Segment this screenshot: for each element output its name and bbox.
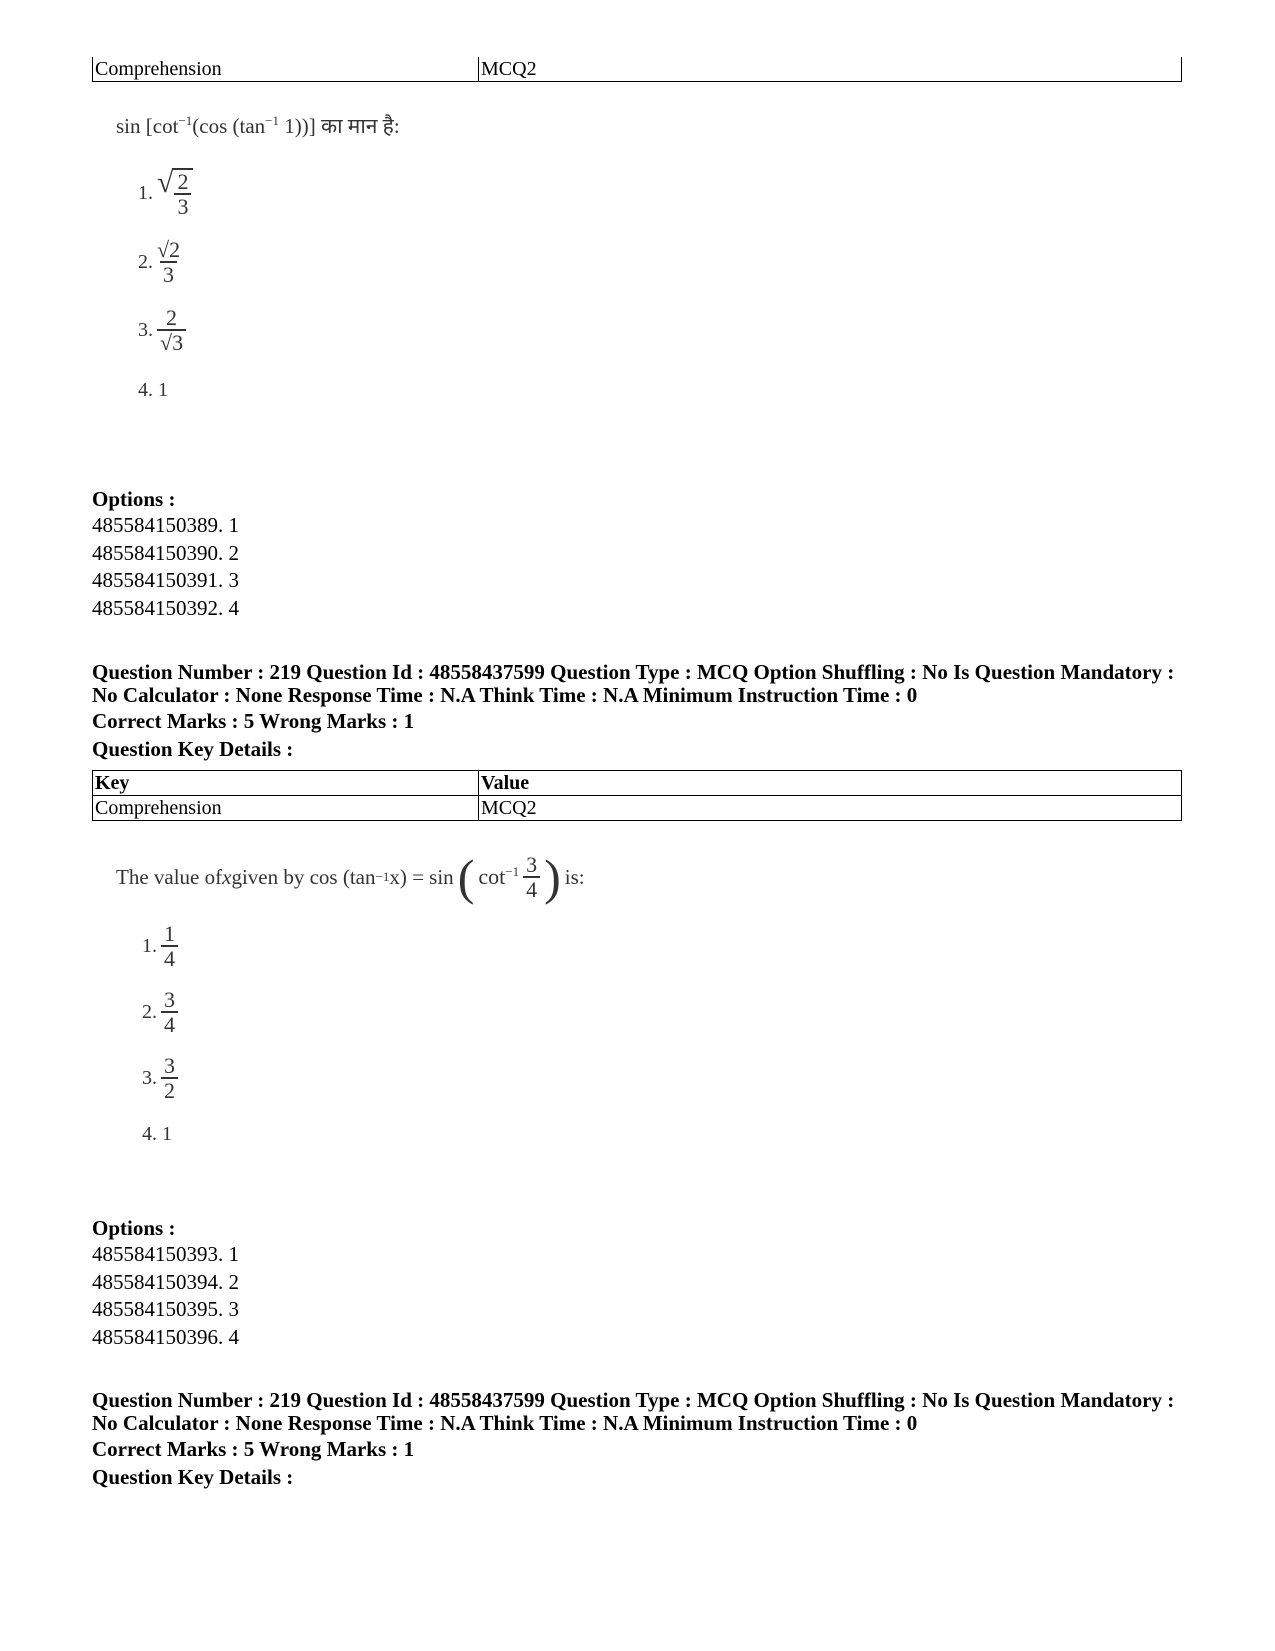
key-details-label: Question Key Details : (92, 1465, 294, 1489)
question-2-key-table (92, 770, 1182, 821)
question-2-option-2: 2. $\frac{3}{4}$ (142, 988, 585, 1036)
marks-line: Correct Marks : 5 Wrong Marks : 1 (92, 1437, 415, 1461)
options-title: Options : (92, 487, 176, 511)
question-1-option-4: 4. 1 (138, 378, 168, 401)
list-item: 485584150392. 4 (92, 595, 239, 620)
question-1-option-1: 1. √ $\frac{2}{3}$ (138, 168, 400, 218)
marks-line: Correct Marks : 5 Wrong Marks : 1 (92, 709, 415, 733)
table-cell-key: Comprehension (93, 57, 479, 82)
list-item: 485584150396. 4 (92, 1324, 239, 1349)
list-item: 485584150390. 2 (92, 540, 239, 565)
table-row (93, 57, 1182, 82)
top-key-table (92, 57, 1182, 82)
table-header-key: Key (93, 771, 479, 796)
list-item: 485584150389. 1 (92, 513, 239, 537)
options-title: Options : (92, 1216, 176, 1240)
question-1-options (92, 487, 239, 622)
question-2-option-4: 4. 1 (142, 1122, 172, 1145)
table-cell-key: Comprehension (93, 796, 479, 821)
question-1-option-2: 2. $\frac{√2}{3}$ (138, 237, 181, 288)
table-row (93, 771, 1182, 796)
question-2-option-3: 3. $\frac{3}{2}$ (142, 1054, 585, 1102)
list-item: 485584150391. 3 (92, 568, 239, 592)
list-item: 485584150395. 3 (92, 1297, 239, 1321)
question-1-stem: $\sin [\cot^{-1}(\cos$ ($\tan^{-1}$ 1))] का मान है: (116, 113, 400, 138)
option-ids-list (92, 512, 239, 622)
question-2-meta (92, 661, 1182, 763)
meta-line-1: Question Number : 219 Question Id : 48558437599 Question Type : MCQ Option Shuffling : No Is Question Mandatory : (92, 660, 1175, 684)
option-ids-list (92, 1241, 239, 1351)
table-cell-value: MCQ2 (479, 57, 1182, 82)
table-header-value: Value (479, 771, 1182, 796)
meta-line-2: No Calculator : None Response Time : N.A Think Time : N.A Minimum Instruction Time : 0 (92, 683, 918, 707)
table-cell-value: MCQ2 (479, 796, 1182, 821)
list-item: 485584150394. 2 (92, 1269, 239, 1294)
question-2-image (116, 849, 585, 1146)
question-2-options (92, 1216, 239, 1351)
table-row (93, 796, 1182, 821)
question-3-meta (92, 1389, 1182, 1491)
question-2-option-1: 1. $\frac{1}{4}$ (142, 922, 585, 970)
list-item: 485584150393. 1 (92, 1242, 239, 1266)
question-2-stem: The value of x given by cos (tan −1 x) = sin ( cot $^{-1}$ $\frac{3}{4}$ ) is: (116, 849, 585, 905)
meta-line-1: Question Number : 219 Question Id : 48558437599 Question Type : MCQ Option Shuffling : No Is Question Mandatory : (92, 1388, 1175, 1412)
question-1-image (116, 112, 400, 402)
key-details-label: Question Key Details : (92, 737, 294, 761)
meta-line-2: No Calculator : None Response Time : N.A Think Time : N.A Minimum Instruction Time : 0 (92, 1411, 918, 1435)
question-1-option-3: 3. $\frac{2}{√3}$ (138, 306, 400, 354)
